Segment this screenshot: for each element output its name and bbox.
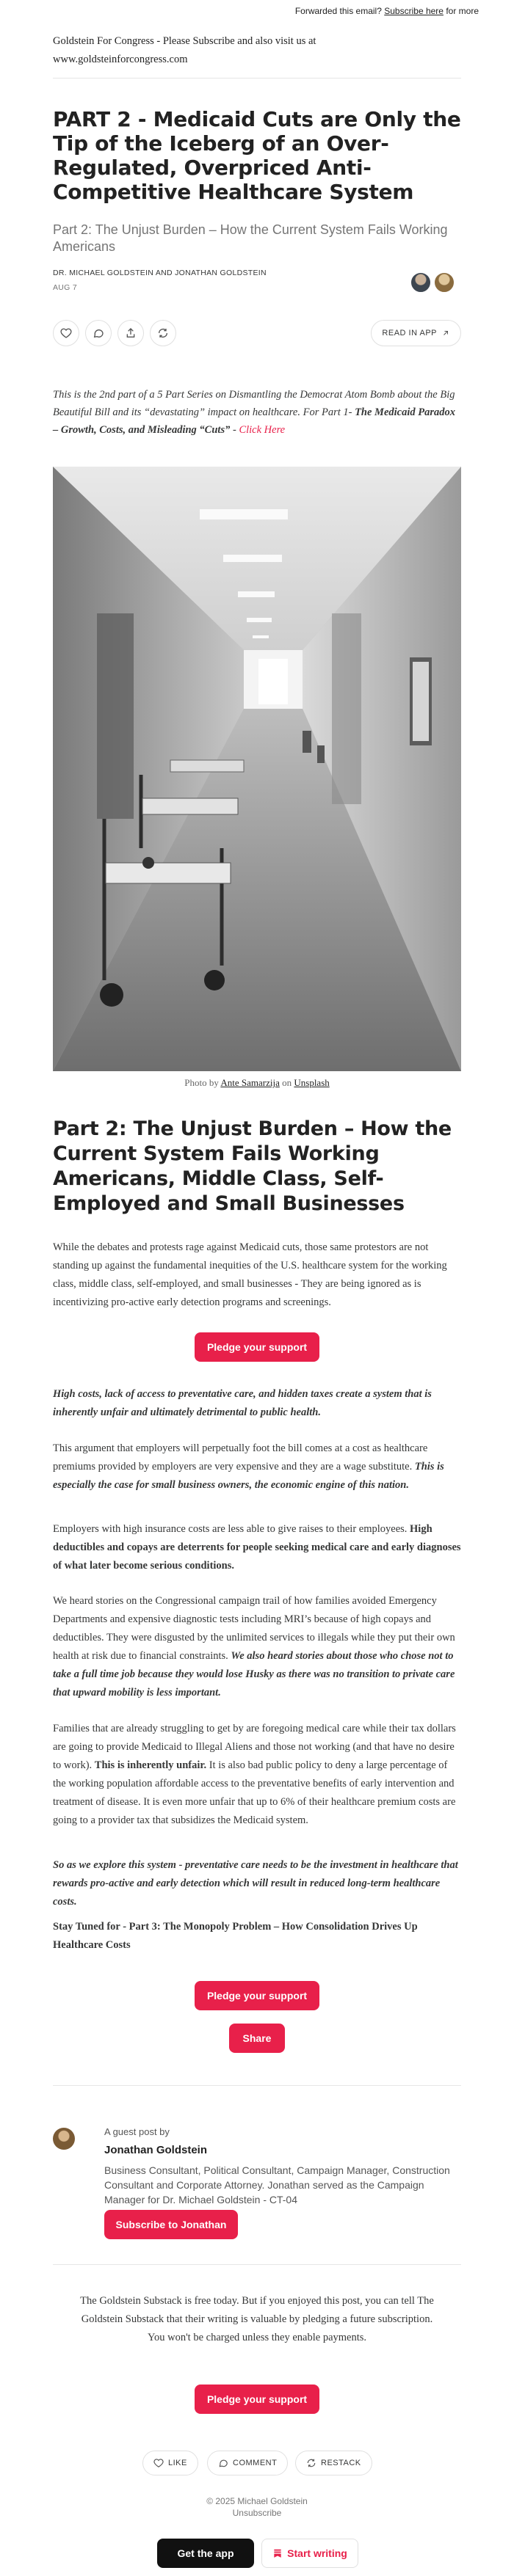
avatar[interactable] [410, 271, 432, 293]
subscribe-here-link[interactable]: Subscribe here [384, 6, 444, 16]
post-authors[interactable]: DR. MICHAEL GOLDSTEIN AND JONATHAN GOLDSTEIN [53, 269, 267, 277]
pledge-support-button[interactable]: Pledge your support [195, 2385, 319, 2414]
intro-bold-title: The Medicaid Paradox – Growth, Costs, and Misleading “Cuts” [53, 406, 456, 436]
paragraph-3-emphasis: This is especially the case for small business owners, the economic engine of this nation. [53, 1461, 444, 1491]
photo-caption [53, 1077, 461, 1089]
paragraph-8: Stay Tuned for - Part 3: The Monopoly Problem – How Consolidation Drives Up Healthcare Costs [53, 1921, 418, 1951]
paragraph-5-emphasis: We also heard stories about those who chose not to take a full time job because they would lose Husky as there was no transition to private care that upward mobility is less important. [53, 1650, 455, 1699]
post-subtitle: Part 2: The Unjust Burden – How the Current System Fails Working Americans [53, 222, 448, 254]
paragraph-4 [53, 1520, 461, 1575]
series-intro [53, 386, 461, 439]
guest-name[interactable]: Jonathan Goldstein [104, 2144, 208, 2156]
restack-icon [157, 327, 169, 339]
read-in-app-label: READ IN APP [382, 329, 437, 337]
heart-icon [60, 327, 72, 339]
guest-bio: Business Consultant, Political Consultant, Campaign Manager, Construction Consultant and Corporate Attorney. Jonathan served as the Campaign Manager for Dr. Michael Goldstein - CT-04 [104, 2164, 450, 2205]
paragraph-6-emphasis: This is inherently unfair. [94, 1759, 207, 1771]
get-the-app-button[interactable]: Get the app [157, 2539, 254, 2568]
restack-label: RESTACK [321, 2459, 361, 2467]
share-post-button[interactable]: Share [229, 2024, 285, 2053]
heart-icon [153, 2458, 164, 2468]
start-writing-button[interactable] [261, 2539, 358, 2568]
copyright: © 2025 Michael Goldstein [206, 2496, 308, 2506]
paragraph-5-text: We heard stories on the Congressional campaign trail of how families avoided Emergency Departments and expensive diagnostic tests including MRI’s because of high copays and deductibles. They were disgusted by the unlimited services to illegals while they put their own health at risk due to financial constraints. [53, 1595, 455, 1662]
avatar[interactable] [433, 271, 455, 293]
share-icon [125, 327, 137, 339]
restack-icon [306, 2458, 316, 2468]
corridor-illustration [53, 467, 461, 1071]
paragraph-7: So as we explore this system - preventative care needs to be the investment in healthcare that rewards pro-active and early detection which will result in reduced long-term healthcare costs. [53, 1859, 458, 1908]
paragraph-1: While the debates and protests rage against Medicaid cuts, those same protestors are not standing up against the fundamental inequities of the U.S. healthcare system for the working class, middle class, self-employed, and small businesses - They are being ignored as is incentivizing pro-active early detection programs and screenings. [53, 1241, 447, 1308]
start-writing-label: Start writing [287, 2547, 347, 2559]
comment-icon [93, 327, 104, 339]
guest-label: A guest post by [104, 2126, 170, 2137]
paragraph-6 [53, 1720, 461, 1830]
pledge-support-button[interactable]: Pledge your support [195, 1332, 319, 1362]
paragraph-2: High costs, lack of access to preventative care, and hidden taxes create a system that is inherently unfair and ultimately detrimental to public health. [53, 1388, 432, 1418]
intro-dash: - [230, 424, 239, 436]
free-subscription-note: The Goldstein Substack is free today. But if you enjoyed this post, you can tell The Goldstein Substack that their writing is valuable by pledging a future subscription. You won't be charged unless they enable payments. [80, 2295, 434, 2343]
like-button[interactable] [142, 2451, 198, 2475]
author-avatars[interactable] [410, 271, 455, 293]
post-title[interactable]: PART 2 - Medicaid Cuts are Only the Tip of the Iceberg of an Over-Regulated, Overpriced Anti-Competitive Healthcare System [53, 107, 461, 204]
comment-button[interactable] [207, 2451, 288, 2475]
hospital-corridor-photo [53, 467, 461, 1071]
photographer-link[interactable]: Ante Samarzija [220, 1077, 280, 1088]
divider [53, 2085, 461, 2086]
unsubscribe-link[interactable]: Unsubscribe [232, 2508, 282, 2518]
pledge-support-button[interactable]: Pledge your support [195, 1981, 319, 2010]
restack-button[interactable] [295, 2451, 372, 2475]
post-action-bar [53, 320, 461, 349]
forwarded-suffix: for more [446, 6, 479, 16]
like-button[interactable] [53, 320, 79, 346]
subscribe-to-jonathan-button[interactable]: Subscribe to Jonathan [104, 2210, 238, 2239]
publication-note: Goldstein For Congress - Please Subscribe and also visit us at www.goldsteinforcongress.com [53, 35, 316, 65]
paragraph-3-text: This argument that employers will perpetually foot the bill comes at a cost as healthcare premiums provided by employers are very expensive and they are a wage substitute. [53, 1442, 428, 1473]
section-heading: Part 2: The Unjust Burden – How the Current System Fails Working Americans, Middle Class, Self-Employed and Small Businesses [53, 1117, 452, 1215]
divider [53, 78, 461, 79]
paragraph-4-emphasis: High deductibles and copays are deterrents for people seeking medical care and early diagnoses of what later become serious conditions. [53, 1523, 461, 1572]
caption-on: on [282, 1077, 292, 1088]
forwarded-notice [295, 6, 479, 16]
unsplash-link[interactable]: Unsplash [294, 1077, 330, 1088]
paragraph-3 [53, 1440, 461, 1495]
restack-button[interactable] [150, 320, 176, 346]
divider [53, 2264, 461, 2265]
substack-logo-icon [272, 2548, 283, 2558]
paragraph-6-text: Families that are already struggling to get by are foregoing medical care while their tax dollars are going to provide Medicaid to Illegal Aliens and those not working (and that have no desire to work). [53, 1723, 456, 1771]
paragraph-5 [53, 1592, 461, 1702]
share-button[interactable] [117, 320, 144, 346]
comment-label: COMMENT [233, 2459, 278, 2467]
intro-text: This is the 2nd part of a 5 Part Series on Dismantling the Democrat Atom Bomb about the Big Beautiful Bill and its “devastating” impact on healthcare. For Part 1- [53, 389, 455, 418]
part1-link[interactable]: Click Here [239, 424, 286, 436]
post-date: AUG 7 [53, 283, 78, 292]
paragraph-4-text: Employers with high insurance costs are less able to give raises to their employees. [53, 1523, 410, 1535]
arrow-up-right-icon [441, 329, 450, 337]
caption-prefix: Photo by [184, 1077, 219, 1088]
avatar[interactable] [53, 2128, 75, 2150]
like-label: LIKE [168, 2459, 187, 2467]
read-in-app-button[interactable] [371, 320, 461, 346]
paragraph-6-rest: It is also bad public policy to deny a large percentage of the working population affordable access to the preventative benefits of early intervention and treatment of disease. It is even more unfair that up to 6% of their healthcare premium costs are going to a provider tax that subsidizes the Medicaid system. [53, 1759, 456, 1826]
comment-button[interactable] [85, 320, 112, 346]
comment-icon [218, 2458, 228, 2468]
forwarded-text: Forwarded this email? [294, 6, 382, 16]
